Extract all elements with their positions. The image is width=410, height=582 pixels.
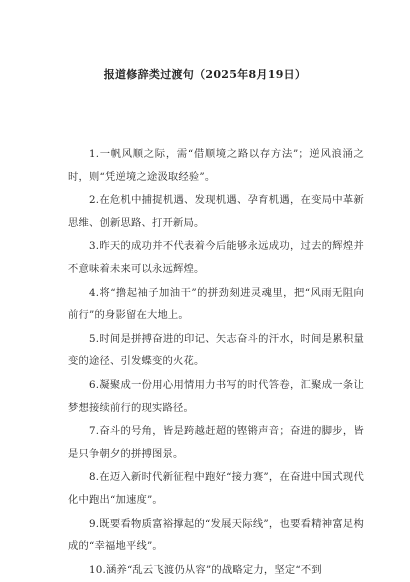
paragraph-2: 2.在危机中捕捉机遇、发现机遇、孕育机遇，在变局中革新思维、创新思路、打开新局。 [68,194,364,229]
paragraph-1: 1.一帆风顺之际，需“借顺境之路以存方法”；逆风浪涌之时，则“凭逆境之途汲取经验”。 [68,148,364,183]
paragraph-6: 6.凝聚成一份用心用情用力书写的时代答卷，汇聚成一条让梦想接续前行的现实路径。 [68,378,364,414]
paragraph-5: 5.时间是拼搏奋进的印记、矢志奋斗的汗水，时间是累积量变的途径、引发蝶变的火花。 [68,332,364,368]
paragraph-4: 4.将“撸起袖子加油干”的拼劲刻进灵魂里，把“风雨无阻向前行”的身影留在大地上。 [68,286,364,322]
document-body [68,143,364,582]
paragraph-8: 8.在迈入新时代新征程中跑好“接力赛”，在奋进中国式现代化中跑出“加速度”。 [68,471,364,506]
paragraph-7: 7.奋斗的号角，皆是跨越赶超的铿锵声音；奋进的脚步，皆是只争朝夕的拼搏图景。 [68,425,364,460]
document-title: 报道修辞类过渡句（2025年8月19日） [103,68,307,81]
paragraph-10: 10.涵养“乱云飞渡仍从容”的战略定力，坚定“不到 [89,563,322,576]
paragraph-9: 9.既要看物质富裕撑起的“发展天际线”，也要看精神富足构成的“幸福地平线”。 [68,517,364,553]
paragraph-3: 3.昨天的成功并不代表着今后能够永远成功，过去的辉煌并不意味着未来可以永远辉煌。 [68,240,364,275]
